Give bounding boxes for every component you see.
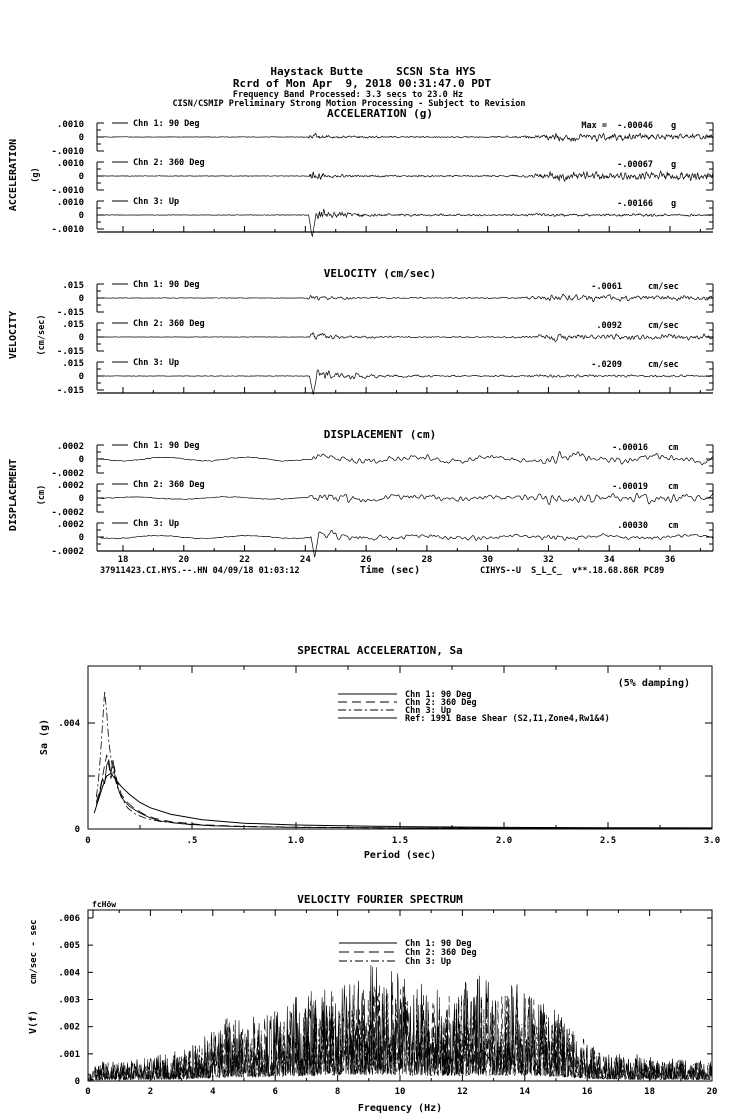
sa-xtick-label: 2.5: [599, 836, 617, 846]
max-label: -.00067: [617, 160, 653, 170]
scale-label: 0: [78, 372, 84, 382]
time-tick-label: 18: [117, 555, 129, 565]
fourier-spectrum-chart: [28, 893, 717, 1114]
channel-label: Chn 3: Up: [133, 519, 180, 529]
max-unit-label: g: [671, 199, 677, 209]
scale-label: -.0002: [51, 547, 84, 557]
fs-ylabel: V(f): [28, 1009, 39, 1035]
max-unit-label: cm/sec: [648, 282, 679, 292]
waveform-path: [100, 370, 713, 394]
scale-label: .0002: [56, 442, 84, 452]
waveform-path: [100, 451, 713, 464]
max-unit-label: cm/sec: [648, 360, 679, 370]
fs-xtick-label: 16: [581, 1087, 593, 1097]
sa-xtick-label: .5: [186, 836, 198, 846]
time-tick-label: 32: [543, 555, 554, 565]
channel-label: Chn 1: 90 Deg: [133, 119, 200, 129]
max-unit-label: cm: [668, 521, 679, 531]
channel-label: Chn 3: Up: [133, 358, 180, 368]
acc-axis-label: ACCELERATION: [8, 138, 19, 212]
freq-band-note: Frequency Band Processed: 3.3 secs to 23.0 Hz: [232, 90, 464, 100]
timeseries-traces: [51, 119, 713, 565]
fs-xlabel: Frequency (Hz): [357, 1103, 443, 1114]
fs-corner-note: fcHöw: [92, 900, 117, 909]
scale-label: .0010: [56, 159, 84, 169]
max-label: -.00019: [612, 482, 648, 492]
scale-label: 0: [78, 333, 84, 343]
sa-xtick-label: 2.0: [495, 836, 513, 846]
fs-xtick-label: 12: [456, 1087, 468, 1097]
fs-xtick-label: 0: [85, 1087, 91, 1097]
legend-label: Chn 3: Up: [405, 706, 452, 716]
scale-label: -.015: [56, 308, 84, 318]
sa-xtick-label: 0: [85, 836, 91, 846]
legend-label: Chn 2: 360 Deg: [405, 698, 477, 708]
processing-notice: CISN/CSMIP Preliminary Strong Motion Processing - Subject to Revision: [172, 99, 526, 109]
time-tick-label: 36: [664, 555, 676, 565]
scale-label: -.015: [56, 347, 84, 357]
sa-ytick-label: 0: [74, 825, 80, 835]
max-unit-label: cm: [668, 443, 679, 453]
time-tick-label: 34: [603, 555, 615, 565]
vel-axis-label: VELOCITY: [8, 310, 19, 360]
scale-label: -.0002: [51, 469, 84, 479]
channel-label: Chn 1: 90 Deg: [133, 441, 200, 451]
scale-label: .015: [62, 281, 84, 291]
acc-axis-unit: (g): [31, 167, 41, 183]
scale-label: .015: [62, 320, 84, 330]
scale-label: .0010: [56, 198, 84, 208]
sa-title: SPECTRAL ACCELERATION, Sa: [297, 644, 463, 657]
fs-xtick-label: 8: [334, 1087, 341, 1097]
channel-label: Chn 1: 90 Deg: [133, 280, 200, 290]
waveform-path: [100, 530, 713, 557]
channel-label: Chn 2: 360 Deg: [133, 319, 205, 329]
scale-label: -.015: [56, 386, 84, 396]
fs-ytick-label: .001: [58, 1049, 80, 1060]
sa-series-path: [94, 773, 712, 828]
fs-title: VELOCITY FOURIER SPECTRUM: [297, 893, 463, 906]
scale-label: 0: [78, 133, 84, 143]
sa-damping-note: (5% damping): [617, 678, 690, 689]
time-tick-label: 30: [482, 555, 494, 565]
legend-label: Chn 3: Up: [405, 957, 452, 967]
channel-label: Chn 2: 360 Deg: [133, 158, 205, 168]
fs-ytick-label: .003: [58, 995, 80, 1006]
disp-axis-label: DISPLACEMENT: [8, 458, 19, 532]
vel-axis-unit: (cm/sec): [37, 314, 47, 356]
waveform-path: [100, 133, 713, 141]
scale-label: 0: [78, 494, 84, 504]
fs-ytick-label: .006: [58, 913, 80, 924]
max-unit-label: cm/sec: [648, 321, 679, 331]
sa-xtick-label: 3.0: [703, 836, 721, 846]
scale-label: 0: [78, 211, 84, 221]
scale-label: -.0002: [51, 508, 84, 518]
scale-label: 0: [78, 294, 84, 304]
record-time: Rcrd of Mon Apr 9, 2018 00:31:47.0 PDT: [232, 77, 492, 90]
fs-xtick-label: 10: [394, 1087, 406, 1097]
fs-xtick-label: 20: [706, 1087, 718, 1097]
scale-label: 0: [78, 172, 84, 182]
station-title: Haystack Butte SCSN Sta HYS: [270, 65, 476, 78]
fs-ytick-label: .005: [58, 941, 80, 952]
legend-label: Chn 1: 90 Deg: [405, 939, 472, 949]
max-unit-label: g: [671, 121, 677, 131]
max-unit-label: g: [671, 160, 677, 170]
sa-plot-area: [58, 666, 720, 846]
fs-xtick-label: 18: [644, 1087, 656, 1097]
scale-label: 0: [78, 455, 84, 465]
legend-label: Chn 2: 360 Deg: [405, 948, 477, 958]
max-label: .0092: [596, 321, 622, 331]
waveform-path: [100, 171, 713, 181]
sa-series-path: [96, 760, 712, 828]
sa-xtick-label: 1.0: [287, 836, 305, 846]
sa-xlabel: Period (sec): [363, 850, 437, 861]
time-tick-label: 24: [299, 555, 311, 565]
waveform-path: [100, 333, 713, 342]
max-label: -.00016: [612, 443, 648, 453]
scale-label: -.0010: [51, 147, 84, 157]
fs-xtick-label: 14: [519, 1087, 531, 1097]
record-id-right: CIHYS--U S_L_C_ v**.18.68.86R PC89: [480, 566, 665, 576]
scale-label: -.0010: [51, 186, 84, 196]
sa-xtick-label: 1.5: [391, 836, 409, 846]
fs-ylabel-unit: cm/sec - sec: [29, 919, 39, 985]
time-tick-label: 28: [421, 555, 433, 565]
header: [172, 65, 525, 109]
fs-xtick-label: 4: [210, 1087, 216, 1097]
fs-xtick-label: 6: [272, 1087, 278, 1097]
max-label: .00030: [617, 521, 648, 531]
time-tick-label: 26: [360, 555, 372, 565]
fs-ytick-label: .002: [58, 1022, 80, 1033]
fs-plot-area: [58, 910, 717, 1097]
fs-ytick-label: 0: [74, 1077, 80, 1087]
scale-label: .015: [62, 359, 84, 369]
max-label: -.0061: [591, 282, 622, 292]
sa-ytick-label: .004: [58, 719, 80, 729]
sa-box: [88, 666, 712, 829]
acc-section-title: ACCELERATION (g): [327, 107, 433, 120]
time-axis-label: Time (sec): [359, 565, 421, 576]
waveform-path: [100, 492, 713, 505]
legend-label: Ref: 1991 Base Shear (S2,I1,Zone4,Rw1&4): [405, 714, 610, 724]
spectral-acceleration-chart: [39, 644, 720, 861]
disp-axis-unit: (cm): [37, 484, 47, 506]
waveform-path: [100, 294, 713, 302]
waveform-path: [100, 209, 713, 236]
channel-label: Chn 2: 360 Deg: [133, 480, 205, 490]
max-label: Max = -.00046: [581, 121, 653, 131]
sa-ylabel: Sa (g): [39, 718, 50, 756]
vel-section-title: VELOCITY (cm/sec): [323, 267, 437, 280]
legend-label: Chn 1: 90 Deg: [405, 690, 472, 700]
max-unit-label: cm: [668, 482, 679, 492]
timeseries-chart: [8, 107, 713, 576]
scale-label: .0010: [56, 120, 84, 130]
record-id-left: 37911423.CI.HYS.--.HN 04/09/18 01:03:12: [100, 566, 300, 576]
scale-label: .0002: [56, 481, 84, 491]
max-label: -.00166: [617, 199, 653, 209]
disp-section-title: DISPLACEMENT (cm): [323, 428, 437, 441]
time-tick-label: 22: [239, 555, 250, 565]
scale-label: 0: [78, 533, 84, 543]
time-tick-label: 20: [178, 555, 190, 565]
scale-label: -.0010: [51, 225, 84, 235]
fs-ytick-label: .004: [58, 968, 80, 979]
fs-xtick-label: 2: [147, 1087, 154, 1097]
scale-label: .0002: [56, 520, 84, 530]
channel-label: Chn 3: Up: [133, 197, 180, 207]
max-label: -.0209: [591, 360, 622, 370]
